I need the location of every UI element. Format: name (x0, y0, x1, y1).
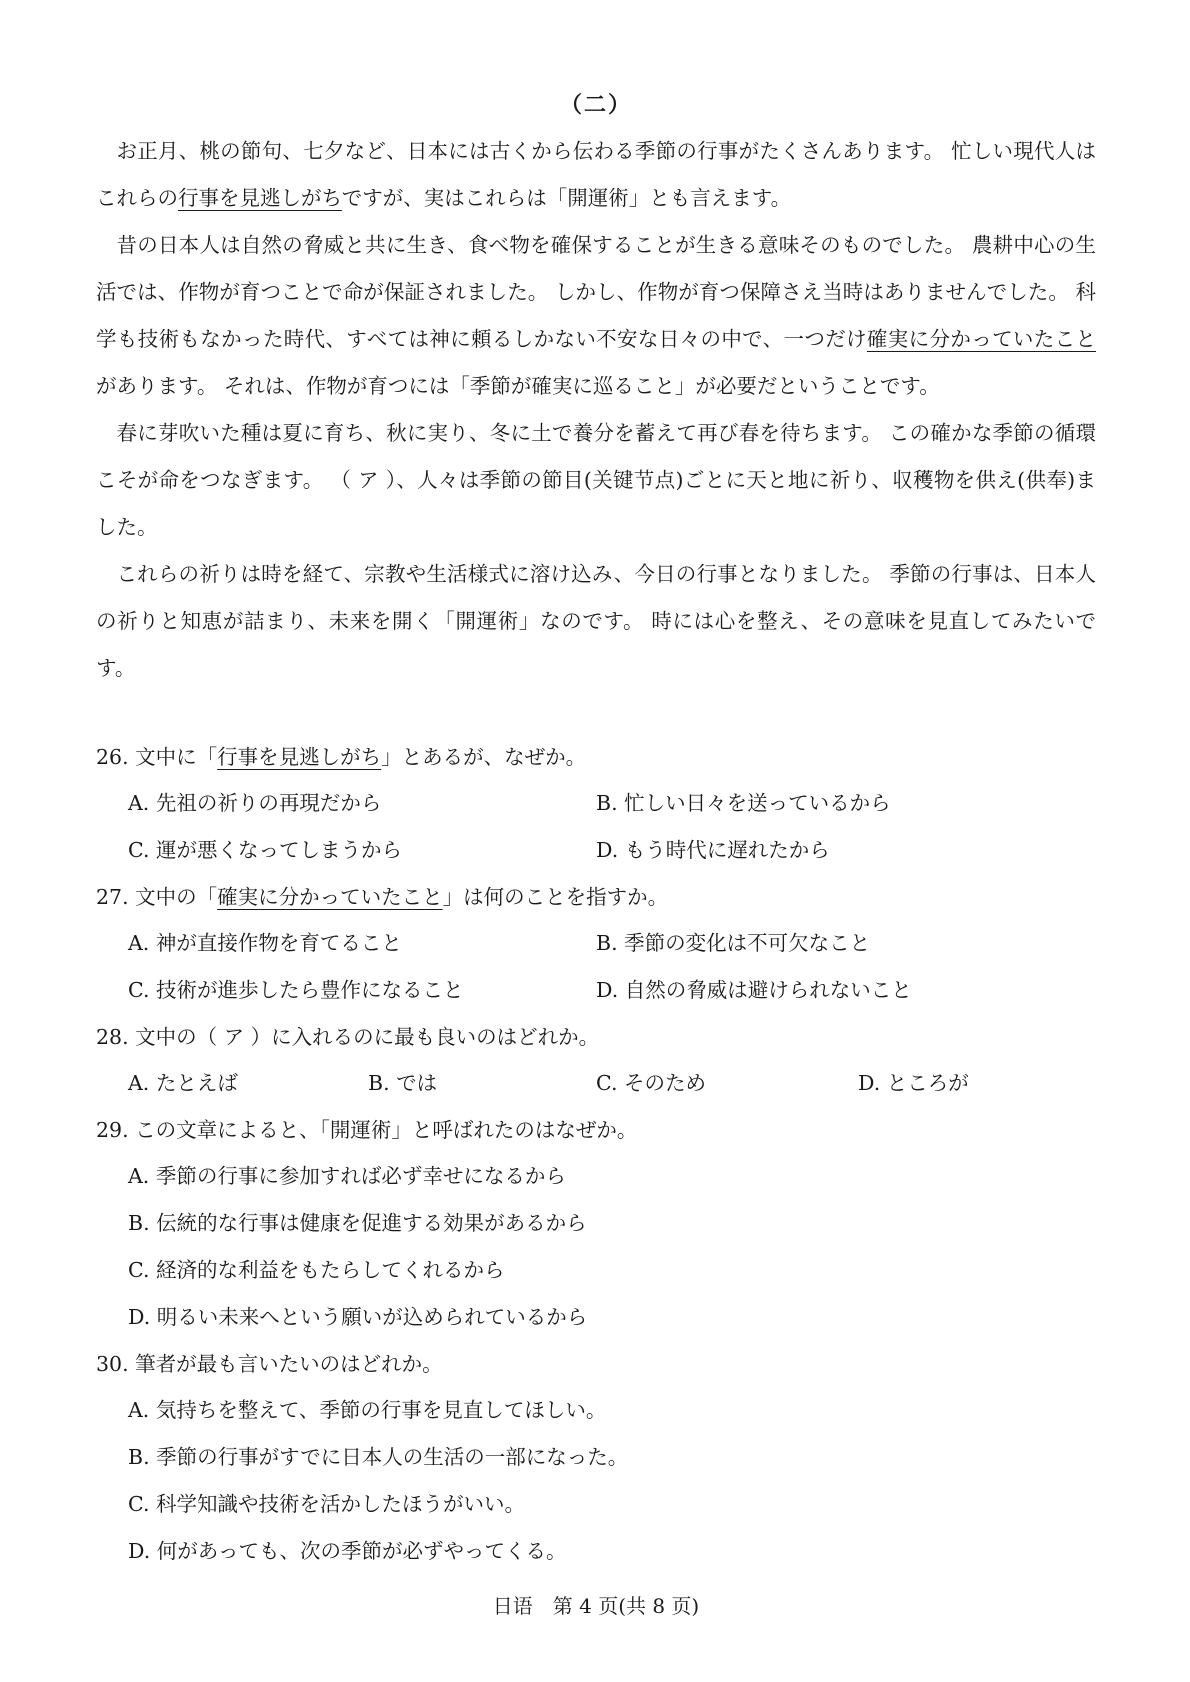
q28-option-b: B. では (368, 1071, 438, 1095)
stem-text: 27. 文中の「 (96, 885, 218, 909)
q27-option-b: B. 季節の変化は不可欠なこと (596, 931, 871, 955)
q30-option-a-row (96, 1387, 1096, 1434)
underlined-phrase-1: 行事を見逃しがち (178, 186, 342, 210)
q28-option-d: D. ところが (858, 1071, 969, 1095)
passage-paragraph-2 (96, 222, 1096, 410)
passage-paragraph-1 (96, 128, 1096, 222)
question-30-stem: 30. 筆者が最も言いたいのはどれか。 (96, 1352, 443, 1376)
passage-text: ですが、実はこれらは「開運術」とも言えます。 (341, 186, 792, 210)
question-26-options-row-1 (96, 780, 1096, 827)
q29-option-a: A. 季節の行事に参加すれば必ず幸せになるから (128, 1164, 566, 1188)
question-27-options-row-2 (96, 967, 1096, 1014)
q28-option-c: C. そのため (596, 1071, 706, 1095)
q27-option-c: C. 技術が進歩したら豊作になること (128, 978, 464, 1002)
q29-option-a-row (96, 1153, 1096, 1200)
question-29-stem: 29. この文章によると、「開運術」と呼ばれたのはなぜか。 (96, 1118, 638, 1142)
q27-option-a: A. 神が直接作物を育てること (128, 931, 402, 955)
q29-option-d: D. 明るい未来へという願いが込められているから (128, 1305, 588, 1329)
q26-option-c: C. 運が悪くなってしまうから (128, 838, 402, 862)
q29-option-c-row (96, 1247, 1096, 1294)
question-27-stem (96, 874, 1096, 920)
question-27-options-row-1 (96, 920, 1096, 967)
q30-option-c: C. 科学知識や技術を活かしたほうがいい。 (128, 1492, 525, 1516)
q30-option-a: A. 気持ちを整えて、季節の行事を見直してほしい。 (128, 1398, 607, 1422)
q29-option-b-row (96, 1200, 1096, 1247)
q30-option-d: D. 何があっても、次の季節が必ずやってくる。 (128, 1539, 567, 1563)
stem-text: 」は何のことを指すか。 (442, 885, 669, 909)
q29-option-b: B. 伝統的な行事は健康を促進する効果があるから (128, 1211, 587, 1235)
question-28-stem: 28. 文中の（ ア ）に入れるのに最も良いのはどれか。 (96, 1025, 600, 1049)
page-footer: 日语 第 4 页(共 8 页) (492, 1594, 700, 1618)
q26-option-b: B. 忙しい日々を送っているから (596, 791, 891, 815)
section-title: （二） (559, 92, 632, 118)
stem-text: 」とあるが、なぜか。 (381, 745, 587, 769)
stem-underlined: 確実に分かっていたこと (217, 885, 443, 909)
q29-option-d-row (96, 1294, 1096, 1341)
passage-text: お正月、桃の節句、七夕など、日本には古くから伝わる季節の行事がたくさんあります。 忙しい現代人はこれらの (96, 139, 1096, 210)
question-26-options-row-2 (96, 827, 1096, 874)
q26-option-a: A. 先祖の祈りの再現だから (128, 791, 382, 815)
question-list (96, 734, 1096, 1575)
q30-option-c-row (96, 1481, 1096, 1528)
q29-option-c: C. 経済的な利益をもたらしてくれるから (128, 1258, 505, 1282)
exam-page (96, 0, 1096, 1682)
q30-option-b: B. 季節の行事がすでに日本人の生活の一部になった。 (128, 1445, 629, 1469)
passage-paragraph-4: これらの祈りは時を経て、宗教や生活様式に溶け込み、今日の行事となりました。 季節の行事は、日本人の祈りと知恵が詰まり、未来を開く「開運術」なのです。 時には心を整え、その意味を見直してみたいです。 (96, 562, 1096, 680)
passage-text: があります。 それは、作物が育つには「季節が確実に巡ること」が必要だということです。 (96, 374, 940, 398)
stem-underlined: 行事を見逃しがち (217, 745, 382, 769)
passage-text: 昔の日本人は自然の脅威と共に生き、食べ物を確保することが生きる意味そのものでした。 農耕中心の生活では、作物が育つことで命が保証されました。 しかし、作物が育つ保障さえ当時はありませんでした。 科学も技術もなかった時代、すべては神に頼るしかない不安な日々の中で、一つだけ (96, 233, 1096, 351)
passage-paragraph-3: 春に芽吹いた種は夏に育ち、秋に実り、冬に土で養分を蓄えて再び春を待ちます。 この確かな季節の循環こそが命をつなぎます。 （ ア ）、人々は季節の節目(关键节点)ごとに天と地に祈り、収穫物を供え(供奉)ました。 (96, 421, 1096, 539)
stem-text: 26. 文中に「 (96, 745, 218, 769)
q27-option-d: D. 自然の脅威は避けられないこと (596, 978, 912, 1002)
q30-option-d-row (96, 1528, 1096, 1575)
q28-option-a: A. たとえば (128, 1071, 238, 1095)
q26-option-d: D. もう時代に遅れたから (596, 838, 830, 862)
underlined-phrase-2: 確実に分かっていたこと (866, 327, 1096, 351)
question-26-stem (96, 734, 1096, 780)
reading-passage (96, 128, 1096, 692)
question-28-options-row (96, 1060, 1096, 1107)
q30-option-b-row (96, 1434, 1096, 1481)
